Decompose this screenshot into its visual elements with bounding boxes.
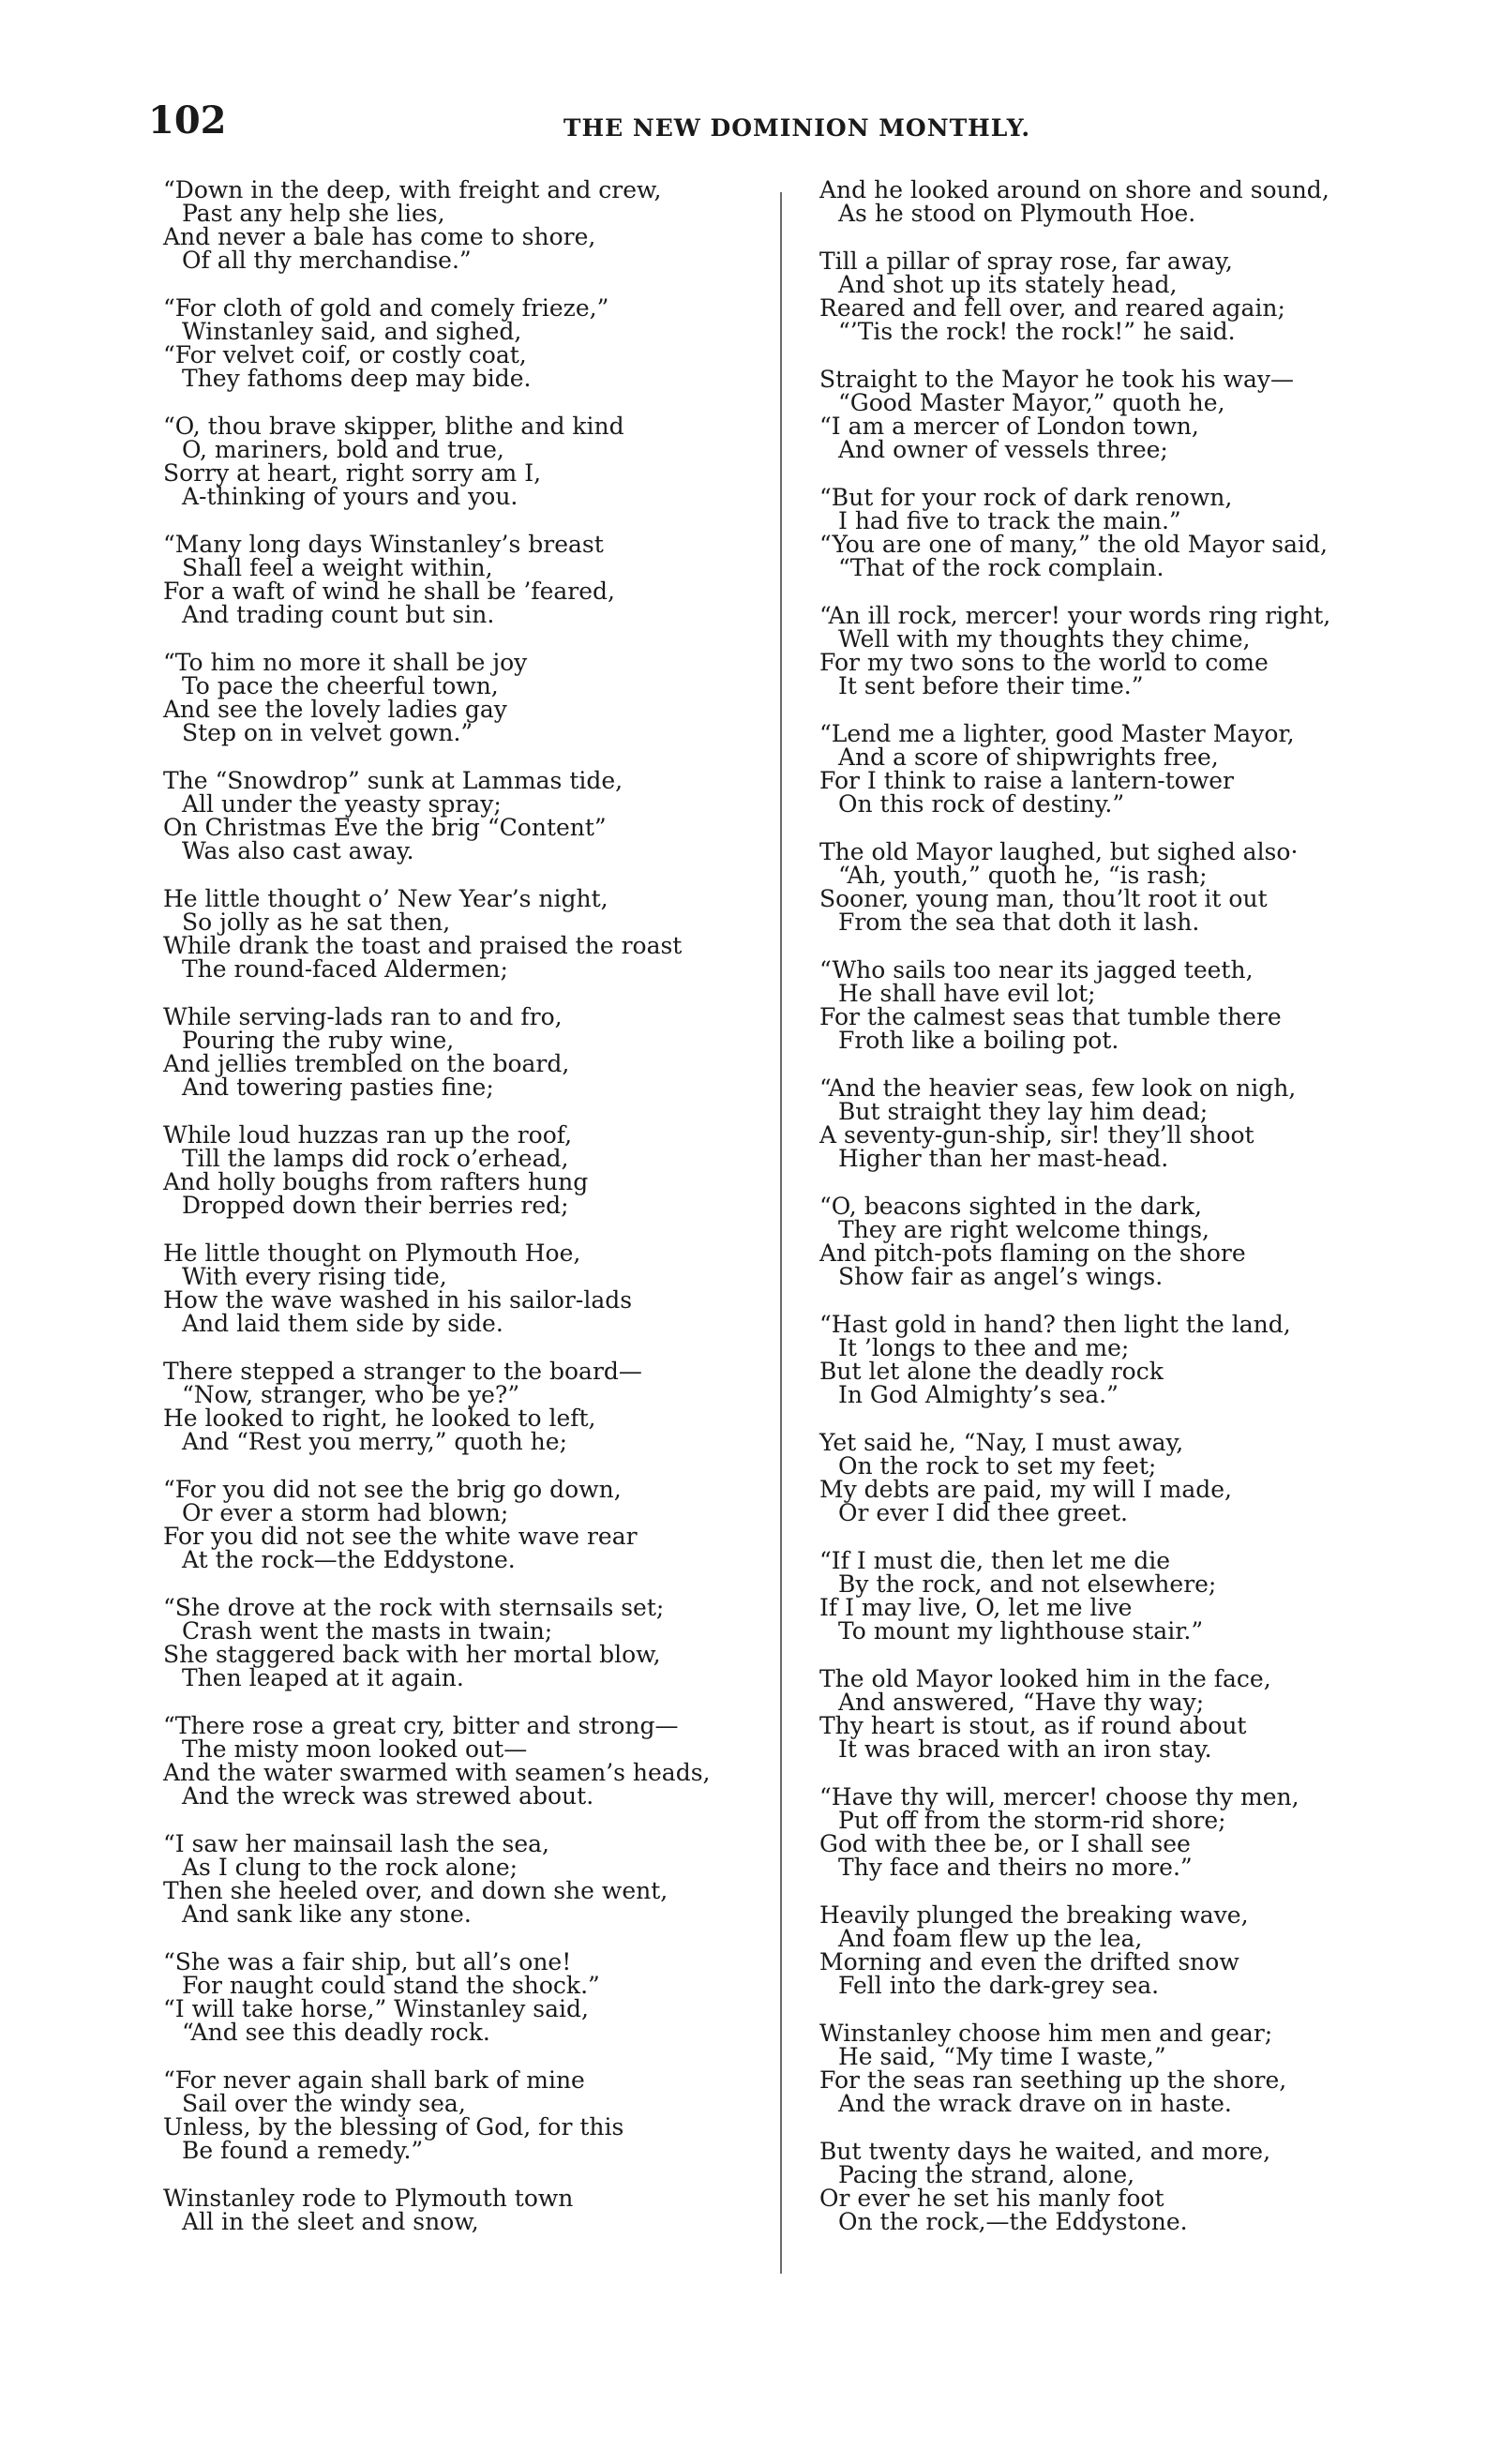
poem-line: O, mariners, bold and true, <box>182 436 504 463</box>
poem-line: “For never again shall bark of mine <box>163 2066 585 2094</box>
poem-line: “O, beacons sighted in the dark, <box>819 1193 1202 1220</box>
poem-line: For my two sons to the world to come <box>819 649 1269 676</box>
stanza <box>159 1596 759 1690</box>
poem-line: Pacing the strand, alone, <box>838 2161 1135 2188</box>
poem-line: They are right welcome things, <box>838 1216 1209 1243</box>
poem-line: They fathoms deep may bide. <box>182 365 532 392</box>
poem-line: But straight they lay him dead; <box>838 1098 1209 1125</box>
poem-line: With every rising tide, <box>182 1263 447 1290</box>
poem-line: And owner of vessels three; <box>838 436 1168 463</box>
poem-line: Then leaped at it again. <box>182 1664 464 1691</box>
poem-line: For you did not see the white wave rear <box>163 1523 638 1550</box>
poem-line: A seventy-gun-ship, sir! they’ll shoot <box>819 1121 1254 1149</box>
stanza <box>159 2186 759 2233</box>
poem-line: Reared and fell over, and reared again; <box>819 294 1285 322</box>
stanza <box>159 769 759 863</box>
poem-line: The old Mayor laughed, but sighed also· <box>819 838 1299 865</box>
poem-line: “Many long days Winstanley’s breast <box>163 531 604 558</box>
poem-line: If I may live, O, let me live <box>819 1594 1133 1621</box>
stanza <box>816 958 1416 1052</box>
poem-line: Put off from the storm-rid shore; <box>838 1807 1226 1834</box>
poem-line: And foam flew up the lea, <box>838 1925 1143 1952</box>
poem-line: And “Rest you merry,” quoth he; <box>182 1428 567 1455</box>
poem-line: He little thought on Plymouth Hoe, <box>163 1240 581 1267</box>
poem-line: And laid them side by side. <box>182 1310 503 1337</box>
stanza <box>159 1950 759 2044</box>
page-number: 102 <box>148 98 227 143</box>
poem-line: “She was a fair ship, but all’s one! <box>163 1948 572 1976</box>
stanza <box>816 2140 1416 2233</box>
poem-line: It ’longs to thee and me; <box>838 1334 1130 1361</box>
poem-line: At the rock—the Eddystone. <box>182 1546 516 1573</box>
poem-line: Show fair as angel’s wings. <box>838 1263 1164 1290</box>
poem-line: “Down in the deep, with freight and crew, <box>163 176 662 203</box>
poem-line: And never a bale has come to shore, <box>163 223 596 250</box>
poem-line: He said, “My time I waste,” <box>838 2043 1166 2070</box>
poem-line: Be found a remedy.” <box>182 2137 424 2164</box>
poem-line: Winstanley rode to Plymouth town <box>163 2185 574 2212</box>
poem-line: “Good Master Mayor,” quoth he, <box>838 389 1225 416</box>
poem-line: A-thinking of yours and you. <box>182 483 518 510</box>
poem-line: To mount my lighthouse stair.” <box>838 1617 1204 1645</box>
left-column <box>159 178 759 2258</box>
poem-line: Or ever he set his manly foot <box>819 2185 1164 2212</box>
poem-line: “An ill rock, mercer! your words ring right, <box>819 602 1331 629</box>
poem-line: But twenty days he waited, and more, <box>819 2138 1271 2165</box>
poem-line: Yet said he, “Nay, I must away, <box>819 1429 1184 1456</box>
poem-line: The “Snowdrop” sunk at Lammas tide, <box>163 767 623 794</box>
poem-line: He shall have evil lot; <box>838 980 1096 1007</box>
poem-line: All under the yeasty spray; <box>182 790 502 818</box>
poem-line: “And see this deadly rock. <box>182 2019 490 2046</box>
column-divider <box>780 192 782 2274</box>
poem-line: So jolly as he sat then, <box>182 909 451 936</box>
stanza <box>816 2021 1416 2115</box>
poem-line: And the wreck was strewed about. <box>182 1782 594 1810</box>
poem-line: Fell into the dark-grey sea. <box>838 1972 1160 1999</box>
poem-line: And a score of shipwrights free, <box>838 744 1219 771</box>
poem-line: Step on in velvet gown.” <box>182 719 473 746</box>
poem-line: And the water swarmed with seamen’s heads, <box>163 1759 711 1786</box>
poem-line: And see the lovely ladies gay <box>163 696 507 723</box>
poem-line: Till a pillar of spray rose, far away, <box>819 248 1233 275</box>
poem-line: Well with my thoughts they chime, <box>838 625 1251 653</box>
poem-line: Or ever I did thee greet. <box>838 1499 1128 1526</box>
poem-line: “’Tis the rock! the rock!” he said. <box>838 318 1236 345</box>
stanza <box>159 651 759 744</box>
poem-line: Crash went the masts in twain; <box>182 1617 553 1645</box>
stanza <box>159 414 759 508</box>
poem-line: While drank the toast and praised the roast <box>163 932 683 959</box>
poem-line: “O, thou brave skipper, blithe and kind <box>163 413 624 440</box>
stanza <box>816 249 1416 343</box>
poem-line: “You are one of many,” the old Mayor said, <box>819 531 1328 558</box>
poem-line: As I clung to the rock alone; <box>182 1854 518 1881</box>
poem-line: “If I must die, then let me die <box>819 1547 1171 1574</box>
stanza <box>159 178 759 272</box>
poem-line: Sail over the windy sea, <box>182 2090 466 2117</box>
poem-line: “Lend me a lighter, good Master Mayor, <box>819 720 1295 747</box>
poem-line: Thy face and theirs no more.” <box>838 1854 1193 1881</box>
poem-line: “I am a mercer of London town, <box>819 413 1199 440</box>
poem-line: Winstanley choose him men and gear; <box>819 2020 1273 2047</box>
poem-line: For the calmest seas that tumble there <box>819 1003 1282 1030</box>
poem-line: “She drove at the rock with sternsails set; <box>163 1594 665 1621</box>
poem-line: Sooner, young man, thou’lt root it out <box>819 885 1268 912</box>
poem-line: I had five to track the main.” <box>838 507 1181 534</box>
poem-line: As he stood on Plymouth Hoe. <box>838 200 1196 227</box>
poem-line: He looked to right, he looked to left, <box>163 1405 596 1432</box>
poem-line: For a waft of wind he shall be ’feared, <box>163 578 615 605</box>
poem-line: She staggered back with her mortal blow, <box>163 1641 661 1668</box>
stanza <box>816 486 1416 579</box>
poem-line: “I saw her mainsail lash the sea, <box>163 1830 549 1857</box>
poem-line: “That of the rock complain. <box>838 554 1164 581</box>
stanza <box>816 178 1416 225</box>
poem-line: There stepped a stranger to the board— <box>163 1358 642 1385</box>
poem-line: Heavily plunged the breaking wave, <box>819 1901 1249 1929</box>
poem-line: And the wrack drave on in haste. <box>838 2090 1232 2117</box>
running-title: THE NEW DOMINION MONTHLY. <box>563 114 1031 142</box>
poem-line: For naught could stand the shock.” <box>182 1972 600 1999</box>
poem-line: “Now, stranger, who be ye?” <box>182 1381 520 1408</box>
poem-line: “Have thy will, mercer! choose thy men, <box>819 1783 1299 1810</box>
stanza <box>816 1667 1416 1761</box>
poem-line: The misty moon looked out— <box>182 1735 528 1763</box>
poem-line: While serving-lads ran to and fro, <box>163 1003 563 1030</box>
poem-line: It sent before their time.” <box>838 672 1144 699</box>
poem-line: Morning and even the drifted snow <box>819 1948 1239 1976</box>
poem-line: For the seas ran seething up the shore, <box>819 2066 1287 2094</box>
poem-line: How the wave washed in his sailor-lads <box>163 1286 633 1314</box>
poem-line: And towering pasties fine; <box>182 1074 494 1101</box>
stanza <box>816 1785 1416 1879</box>
stanza <box>159 296 759 390</box>
stanza <box>816 1903 1416 1997</box>
poem-line: “Hast gold in hand? then light the land, <box>819 1311 1291 1338</box>
poem-line: For I think to raise a lantern-tower <box>819 767 1234 794</box>
poem-line: From the sea that doth it lash. <box>838 909 1200 936</box>
poem-line: My debts are paid, my will I made, <box>819 1476 1232 1503</box>
poem-line: And pitch-pots flaming on the shore <box>819 1240 1246 1267</box>
stanza <box>159 887 759 981</box>
poem-line: And jellies trembled on the board, <box>163 1050 570 1077</box>
stanza <box>159 1714 759 1808</box>
poem-line: “For cloth of gold and comely frieze,” <box>163 294 609 322</box>
poem-line: While loud huzzas ran up the roof, <box>163 1121 573 1149</box>
poem-line: On the rock,—the Eddystone. <box>838 2208 1188 2235</box>
stanza <box>159 1005 759 1099</box>
poem-line: Unless, by the blessing of God, for this <box>163 2113 624 2141</box>
stanza <box>816 722 1416 816</box>
poem-line: On the rock to set my feet; <box>838 1452 1157 1480</box>
poem-line: “Who sails too near its jagged teeth, <box>819 956 1254 984</box>
poem-line: Then she heeled over, and down she went, <box>163 1877 668 1904</box>
poem-line: Dropped down their berries red; <box>182 1192 569 1219</box>
poem-line: “To him no more it shall be joy <box>163 649 528 676</box>
poem-line: “Ah, youth,” quoth he, “is rash; <box>838 862 1208 889</box>
poem-line: Winstanley said, and sighed, <box>182 318 522 345</box>
poem-line: Or ever a storm had blown; <box>182 1499 509 1526</box>
stanza <box>816 604 1416 698</box>
stanza <box>159 1832 759 1926</box>
poem-line: Shall feel a weight within, <box>182 554 493 581</box>
poem-line: Of all thy merchandise.” <box>182 247 472 274</box>
poem-line: And trading count but sin. <box>182 601 495 628</box>
right-column <box>816 178 1416 2258</box>
stanza <box>816 1076 1416 1170</box>
stanza <box>159 2068 759 2162</box>
poem-line: On Christmas Eve the brig “Content” <box>163 814 607 841</box>
stanza <box>816 1549 1416 1643</box>
poem-line: And he looked around on shore and sound, <box>819 176 1329 203</box>
poem-line: It was braced with an iron stay. <box>838 1735 1212 1763</box>
poem-line: “For you did not see the brig go down, <box>163 1476 622 1503</box>
poem-line: And shot up its stately head, <box>838 271 1178 298</box>
poem-line: Till the lamps did rock o’erhead, <box>182 1145 569 1172</box>
poem-line: By the rock, and not elsewhere; <box>838 1570 1217 1598</box>
poem-line: The round-faced Aldermen; <box>182 955 508 983</box>
poem-line: All in the sleet and snow, <box>182 2208 479 2235</box>
poem-line: To pace the cheerful town, <box>182 672 499 699</box>
stanza <box>159 1241 759 1335</box>
poem-line: Froth like a boiling pot. <box>838 1027 1119 1054</box>
poem-line: And holly boughs from rafters hung <box>163 1168 589 1195</box>
poem-line: “And the heavier seas, few look on nigh, <box>819 1074 1297 1102</box>
poem-line: Sorry at heart, right sorry am I, <box>163 459 542 487</box>
poem-line: In God Almighty’s sea.” <box>838 1381 1119 1408</box>
poem-line: “There rose a great cry, bitter and strong— <box>163 1712 679 1739</box>
poem-line: “But for your rock of dark renown, <box>819 484 1233 511</box>
stanza <box>159 1123 759 1217</box>
stanza <box>816 1194 1416 1288</box>
stanza <box>816 1431 1416 1525</box>
poem-line: But let alone the deadly rock <box>819 1358 1164 1385</box>
poem-line: “For velvet coif, or costly coat, <box>163 341 527 368</box>
poem-line: And sank like any stone. <box>182 1901 472 1928</box>
poem-line: Pouring the ruby wine, <box>182 1027 455 1054</box>
poem-line: The old Mayor looked him in the face, <box>819 1665 1271 1692</box>
poem-line: Was also cast away. <box>182 837 414 864</box>
stanza <box>159 1360 759 1453</box>
stanza <box>816 840 1416 934</box>
stanza <box>159 533 759 626</box>
poem-line: Higher than her mast-head. <box>838 1145 1169 1172</box>
poem-line: “I will take horse,” Winstanley said, <box>163 1995 589 2022</box>
poem-line: Straight to the Mayor he took his way— <box>819 366 1295 393</box>
stanza <box>816 368 1416 461</box>
stanza <box>159 1478 759 1571</box>
poem-line: Thy heart is stout, as if round about <box>819 1712 1247 1739</box>
poem-line: And answered, “Have thy way; <box>838 1689 1205 1716</box>
stanza <box>816 1313 1416 1406</box>
poem-line: On this rock of destiny.” <box>838 790 1125 818</box>
poem-line: He little thought o’ New Year’s night, <box>163 885 608 912</box>
poem-line: God with thee be, or I shall see <box>819 1830 1191 1857</box>
poem-line: Past any help she lies, <box>182 200 445 227</box>
